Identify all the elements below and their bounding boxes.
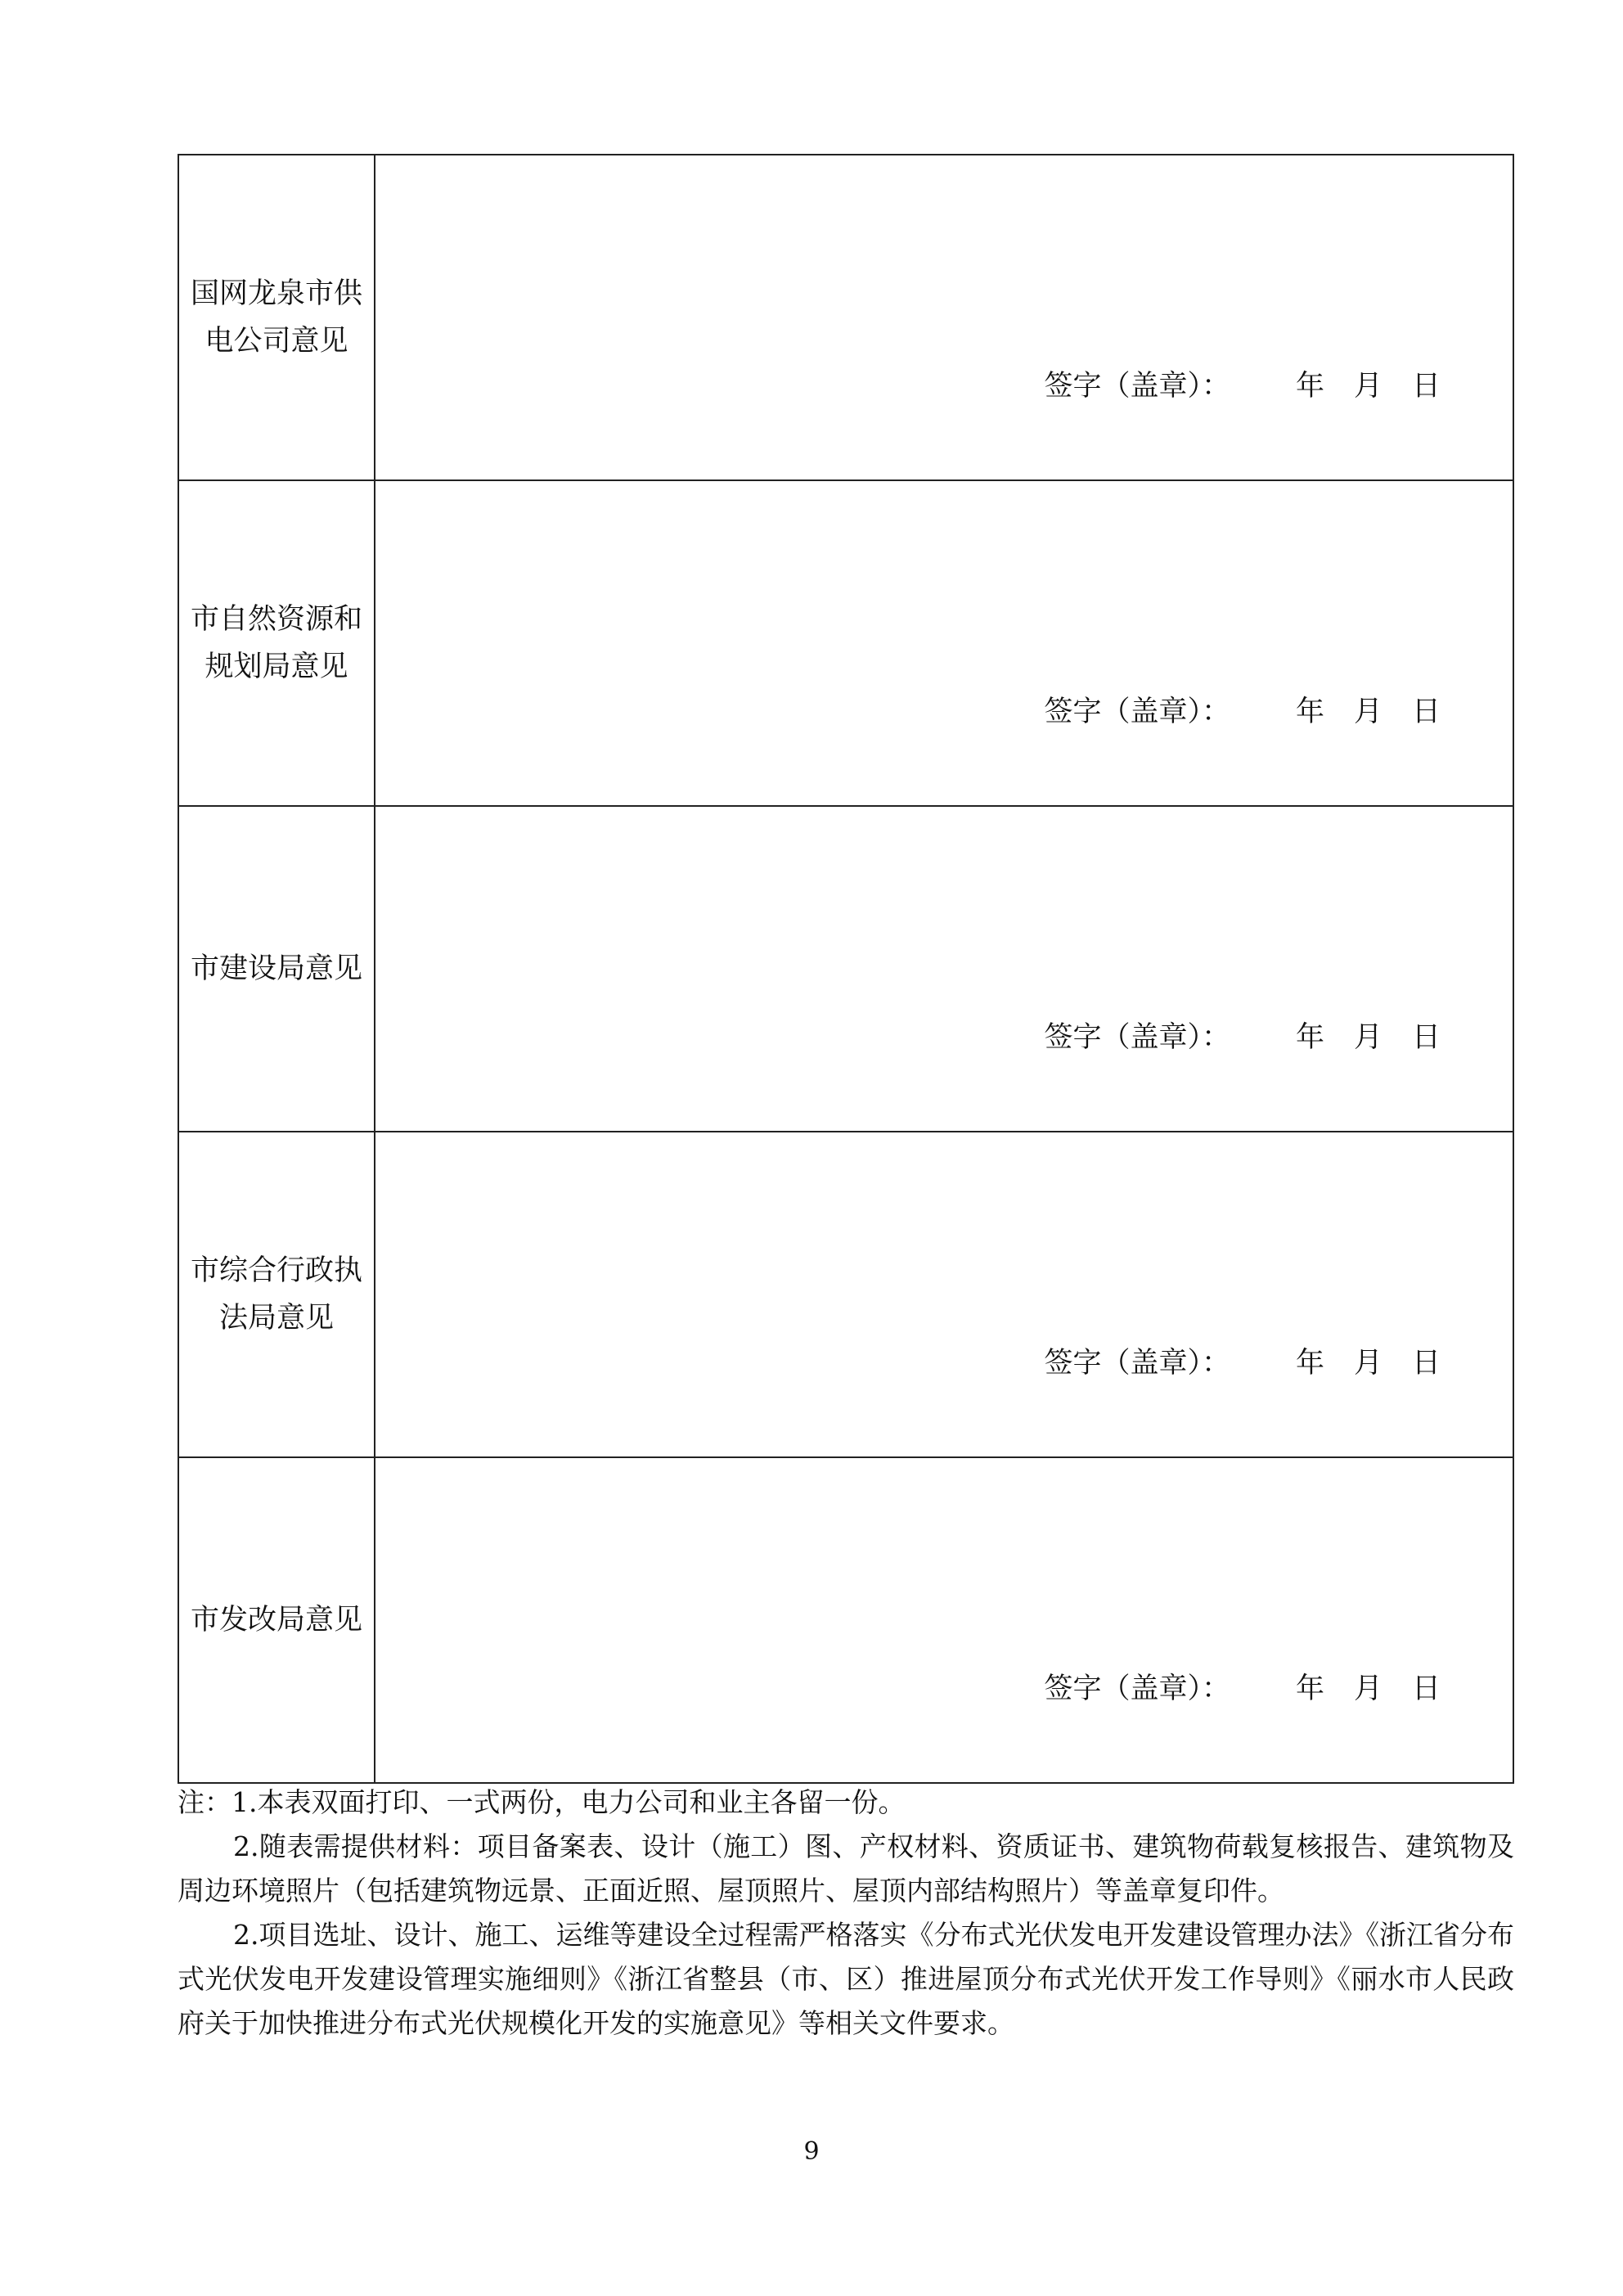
year-label: 年	[1295, 1672, 1324, 1705]
month-label: 月	[1353, 1021, 1382, 1054]
opinion-field[interactable]	[375, 1457, 1513, 1783]
month-label: 月	[1353, 1347, 1382, 1380]
opinion-field[interactable]	[375, 155, 1513, 480]
note-line-3: 2.项目选址、设计、施工、运维等建设全过程需严格落实《分布式光伏发电开发建设管理办法》《浙江省分布式光伏发电开发建设管理实施细则》《浙江省整县（市、区）推进屋顶分布式光伏开发工作导则》《丽水市人民政府关于加快推进分布式光伏规模化开发的实施意见》等相关文件要求。	[178, 1919, 1514, 2039]
signature-label: 签字（盖章）：	[1044, 1347, 1230, 1380]
signature-line	[1044, 1021, 1441, 1054]
day-label: 日	[1411, 370, 1441, 403]
signature-line	[1044, 370, 1441, 403]
opinion-field[interactable]	[375, 1132, 1513, 1457]
signature-line	[1044, 696, 1441, 728]
table-row	[178, 1457, 1513, 1783]
dept-label-cell	[178, 480, 375, 806]
day-label: 日	[1411, 1021, 1441, 1054]
month-label: 月	[1353, 1672, 1382, 1705]
dept-label-cell	[178, 1457, 375, 1783]
signature-label: 签字（盖章）：	[1044, 370, 1230, 403]
year-label: 年	[1295, 370, 1324, 403]
note-line-1: 注：1.本表双面打印、一式两份，电力公司和业主各留一份。	[178, 1786, 906, 1818]
table-row	[178, 806, 1513, 1132]
signature-label: 签字（盖章）：	[1044, 696, 1230, 728]
day-label: 日	[1411, 1672, 1441, 1705]
dept-label: 市发改局意见	[191, 1604, 363, 1636]
day-label: 日	[1411, 696, 1441, 728]
opinion-field[interactable]	[375, 806, 1513, 1132]
approval-table	[178, 154, 1514, 1784]
signature-line	[1044, 1672, 1441, 1705]
signature-label: 签字（盖章）：	[1044, 1021, 1230, 1054]
month-label: 月	[1353, 696, 1382, 728]
signature-label: 签字（盖章）：	[1044, 1672, 1230, 1705]
page-number: 9	[803, 2137, 820, 2166]
month-label: 月	[1353, 370, 1382, 403]
notes-section	[178, 1781, 1514, 2046]
dept-label: 市自然资源和规划局意见	[191, 603, 363, 683]
signature-line	[1044, 1347, 1441, 1380]
note-line-2: 2.随表需提供材料：项目备案表、设计（施工）图、产权材料、资质证书、建筑物荷载复核报告、建筑物及周边环境照片（包括建筑物远景、正面近照、屋顶照片、屋顶内部结构照片）等盖章复印件。	[178, 1830, 1514, 1907]
dept-label: 市综合行政执法局意见	[191, 1254, 363, 1335]
dept-label-cell	[178, 1132, 375, 1457]
opinion-field[interactable]	[375, 480, 1513, 806]
year-label: 年	[1295, 1021, 1324, 1054]
day-label: 日	[1411, 1347, 1441, 1380]
dept-label-cell	[178, 806, 375, 1132]
dept-label: 市建设局意见	[191, 952, 363, 985]
year-label: 年	[1295, 1347, 1324, 1380]
dept-label: 国网龙泉市供电公司意见	[191, 277, 363, 358]
table-row	[178, 1132, 1513, 1457]
dept-label-cell	[178, 155, 375, 480]
table-row	[178, 155, 1513, 480]
table-row	[178, 480, 1513, 806]
year-label: 年	[1295, 696, 1324, 728]
